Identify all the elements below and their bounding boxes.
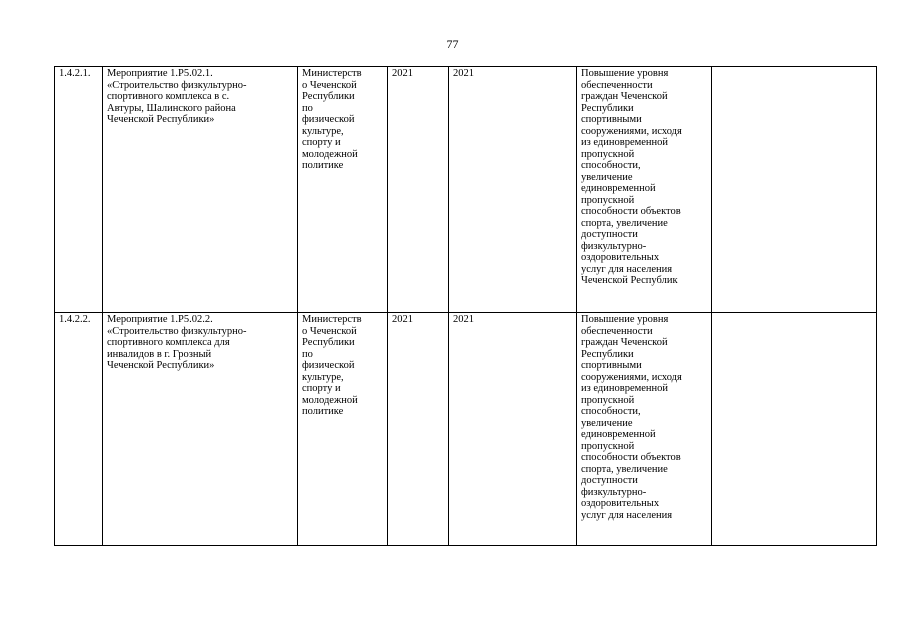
item-number: 1.4.2.2. bbox=[59, 314, 91, 325]
table-row bbox=[55, 313, 877, 546]
page-number: 77 bbox=[446, 37, 459, 51]
cell-item-number bbox=[55, 67, 103, 313]
cell-end-year bbox=[449, 67, 577, 313]
cell-start-year bbox=[388, 67, 449, 313]
end-year: 2021 bbox=[453, 68, 474, 79]
cell-expected-result bbox=[577, 313, 712, 546]
start-year: 2021 bbox=[392, 314, 413, 325]
item-number: 1.4.2.1. bbox=[59, 68, 91, 79]
cell-link bbox=[712, 313, 877, 546]
cell-expected-result bbox=[577, 67, 712, 313]
executor: Министерств о Чеченской Республики по физической культуре, спорту и молодежной политике bbox=[302, 314, 362, 417]
cell-item-number bbox=[55, 313, 103, 546]
cell-start-year bbox=[388, 313, 449, 546]
activity-name: Мероприятие 1.P5.02.1. «Строительство физкультурно- спортивного комплекса в с. Автуры, Шалинского района Чеченской Республики» bbox=[107, 68, 247, 125]
activity-name: Мероприятие 1.P5.02.2. «Строительство физкультурно- спортивного комплекса для инвалидов в г. Грозный Чеченской Республики» bbox=[107, 314, 247, 371]
end-year: 2021 bbox=[453, 314, 474, 325]
expected-result: Повышение уровня обеспеченности граждан Чеченской Республики спортивными сооружениями, исходя из единовременной пропускной способности, увеличение единовременной пропускной способности объектов спорта, увеличение доступности физкультурно- оздоровительных услуг для населения bbox=[581, 314, 682, 521]
cell-link bbox=[712, 67, 877, 313]
activities-table bbox=[54, 66, 877, 546]
cell-executor bbox=[298, 313, 388, 546]
cell-end-year bbox=[449, 313, 577, 546]
start-year: 2021 bbox=[392, 68, 413, 79]
executor: Министерств о Чеченской Республики по физической культуре, спорту и молодежной политике bbox=[302, 68, 362, 171]
cell-activity-name bbox=[103, 313, 298, 546]
cell-executor bbox=[298, 67, 388, 313]
cell-activity-name bbox=[103, 67, 298, 313]
expected-result: Повышение уровня обеспеченности граждан Чеченской Республики спортивными сооружениями, исходя из единовременной пропускной способности, увеличение единовременной пропускной способности объектов спорта, увеличение доступности физкультурно- оздоровительных услуг для населения Чеченской Республик bbox=[581, 68, 682, 286]
table-row bbox=[55, 67, 877, 313]
